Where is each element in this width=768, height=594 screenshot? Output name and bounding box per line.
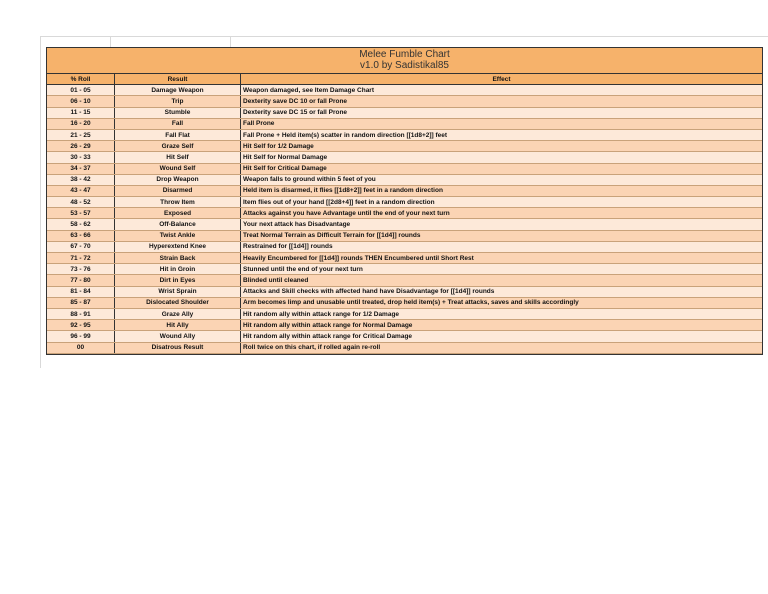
cell-effect: Blinded until cleaned: [241, 275, 763, 286]
cell-roll: 48 - 52: [47, 197, 115, 208]
cell-effect: Hit Self for Normal Damage: [241, 152, 763, 163]
cell-effect: Dexterity save DC 15 or fall Prone: [241, 107, 763, 118]
cell-result: Wound Self: [115, 163, 241, 174]
cell-effect: Treat Normal Terrain as Difficult Terrain for [[1d4]] rounds: [241, 230, 763, 241]
cell-effect: Hit random ally within attack range for 1/2 Damage: [241, 308, 763, 319]
cell-effect: Hit random ally within attack range for Normal Damage: [241, 320, 763, 331]
cell-result: Throw Item: [115, 197, 241, 208]
table-row: [47, 96, 762, 107]
table-row: [47, 241, 762, 252]
cell-effect: Attacks and Skill checks with affected hand have Disadvantage for [[1d4]] rounds: [241, 286, 763, 297]
table-row: [47, 152, 762, 163]
chart-subtitle: v1.0 by Sadistikal85: [360, 60, 449, 71]
table-row: [47, 308, 762, 319]
header-effect: Effect: [241, 74, 763, 85]
cell-roll: 81 - 84: [47, 286, 115, 297]
table-row: [47, 230, 762, 241]
table-row: [47, 174, 762, 185]
table-row: [47, 264, 762, 275]
cell-result: Stumble: [115, 107, 241, 118]
cell-result: Trip: [115, 96, 241, 107]
cell-result: Strain Back: [115, 253, 241, 264]
cell-effect: Item flies out of your hand [[2d8+4]] feet in a random direction: [241, 197, 763, 208]
table-row: [47, 219, 762, 230]
cell-roll: 00: [47, 342, 115, 353]
cell-roll: 67 - 70: [47, 241, 115, 252]
header-row: [47, 74, 762, 85]
cell-result: Drop Weapon: [115, 174, 241, 185]
cell-effect: Weapon damaged, see Item Damage Chart: [241, 85, 763, 96]
cell-roll: 85 - 87: [47, 297, 115, 308]
header-roll: % Roll: [47, 74, 115, 85]
table-row: [47, 286, 762, 297]
table-row: [47, 342, 762, 353]
cell-effect: Hit Self for 1/2 Damage: [241, 141, 763, 152]
chart-title-block: [47, 48, 762, 74]
cell-roll: 30 - 33: [47, 152, 115, 163]
cell-roll: 58 - 62: [47, 219, 115, 230]
cell-roll: 77 - 80: [47, 275, 115, 286]
cell-effect: Weapon falls to ground within 5 feet of you: [241, 174, 763, 185]
cell-roll: 43 - 47: [47, 185, 115, 196]
cell-roll: 38 - 42: [47, 174, 115, 185]
cell-roll: 92 - 95: [47, 320, 115, 331]
cell-roll: 11 - 15: [47, 107, 115, 118]
cell-roll: 26 - 29: [47, 141, 115, 152]
cell-effect: Your next attack has Disadvantage: [241, 219, 763, 230]
cell-result: Graze Ally: [115, 308, 241, 319]
cell-result: Twist Ankle: [115, 230, 241, 241]
table-row: [47, 331, 762, 342]
table-body: [47, 85, 762, 354]
cell-effect: Hit Self for Critical Damage: [241, 163, 763, 174]
table-row: [47, 185, 762, 196]
cell-result: Wrist Sprain: [115, 286, 241, 297]
table-row: [47, 297, 762, 308]
cell-result: Disarmed: [115, 185, 241, 196]
cell-effect: Restrained for [[1d4]] rounds: [241, 241, 763, 252]
chart-title: Melee Fumble Chart: [359, 49, 450, 60]
cell-effect: Fall Prone + Held item(s) scatter in random direction [[1d8+2]] feet: [241, 129, 763, 140]
cell-result: Damage Weapon: [115, 85, 241, 96]
cell-result: Graze Self: [115, 141, 241, 152]
cell-effect: Held item is disarmed, it flies [[1d8+2]] feet in a random direction: [241, 185, 763, 196]
table-row: [47, 141, 762, 152]
cell-result: Exposed: [115, 208, 241, 219]
cell-roll: 71 - 72: [47, 253, 115, 264]
cell-result: Off-Balance: [115, 219, 241, 230]
cell-result: Hit Self: [115, 152, 241, 163]
table-row: [47, 197, 762, 208]
table-row: [47, 107, 762, 118]
cell-roll: 06 - 10: [47, 96, 115, 107]
cell-result: Hit in Groin: [115, 264, 241, 275]
cell-roll: 88 - 91: [47, 308, 115, 319]
cell-result: Disatrous Result: [115, 342, 241, 353]
table-row: [47, 320, 762, 331]
table-row: [47, 253, 762, 264]
cell-roll: 53 - 57: [47, 208, 115, 219]
cell-effect: Dexterity save DC 10 or fall Prone: [241, 96, 763, 107]
table-row: [47, 129, 762, 140]
cell-effect: Stunned until the end of your next turn: [241, 264, 763, 275]
cell-effect: Attacks against you have Advantage until the end of your next turn: [241, 208, 763, 219]
cell-roll: 21 - 25: [47, 129, 115, 140]
cell-roll: 01 - 05: [47, 85, 115, 96]
fumble-chart-sheet: [46, 47, 763, 355]
fumble-table: [47, 74, 762, 354]
cell-effect: Fall Prone: [241, 118, 763, 129]
cell-result: Dirt in Eyes: [115, 275, 241, 286]
cell-roll: 16 - 20: [47, 118, 115, 129]
cell-roll: 63 - 66: [47, 230, 115, 241]
table-row: [47, 163, 762, 174]
cell-effect: Roll twice on this chart, if rolled again re-roll: [241, 342, 763, 353]
cell-effect: Heavily Encumbered for [[1d4]] rounds THEN Encumbered until Short Rest: [241, 253, 763, 264]
cell-roll: 34 - 37: [47, 163, 115, 174]
cell-result: Fall Flat: [115, 129, 241, 140]
cell-roll: 73 - 76: [47, 264, 115, 275]
cell-result: Dislocated Shoulder: [115, 297, 241, 308]
cell-result: Hit Ally: [115, 320, 241, 331]
table-row: [47, 275, 762, 286]
table-row: [47, 85, 762, 96]
cell-result: Fall: [115, 118, 241, 129]
cell-roll: 96 - 99: [47, 331, 115, 342]
cell-result: Hyperextend Knee: [115, 241, 241, 252]
table-row: [47, 118, 762, 129]
header-result: Result: [115, 74, 241, 85]
table-row: [47, 208, 762, 219]
cell-result: Wound Ally: [115, 331, 241, 342]
cell-effect: Hit random ally within attack range for Critical Damage: [241, 331, 763, 342]
cell-effect: Arm becomes limp and unusable until treated, drop held item(s) + Treat attacks, saves and skills accordingly: [241, 297, 763, 308]
